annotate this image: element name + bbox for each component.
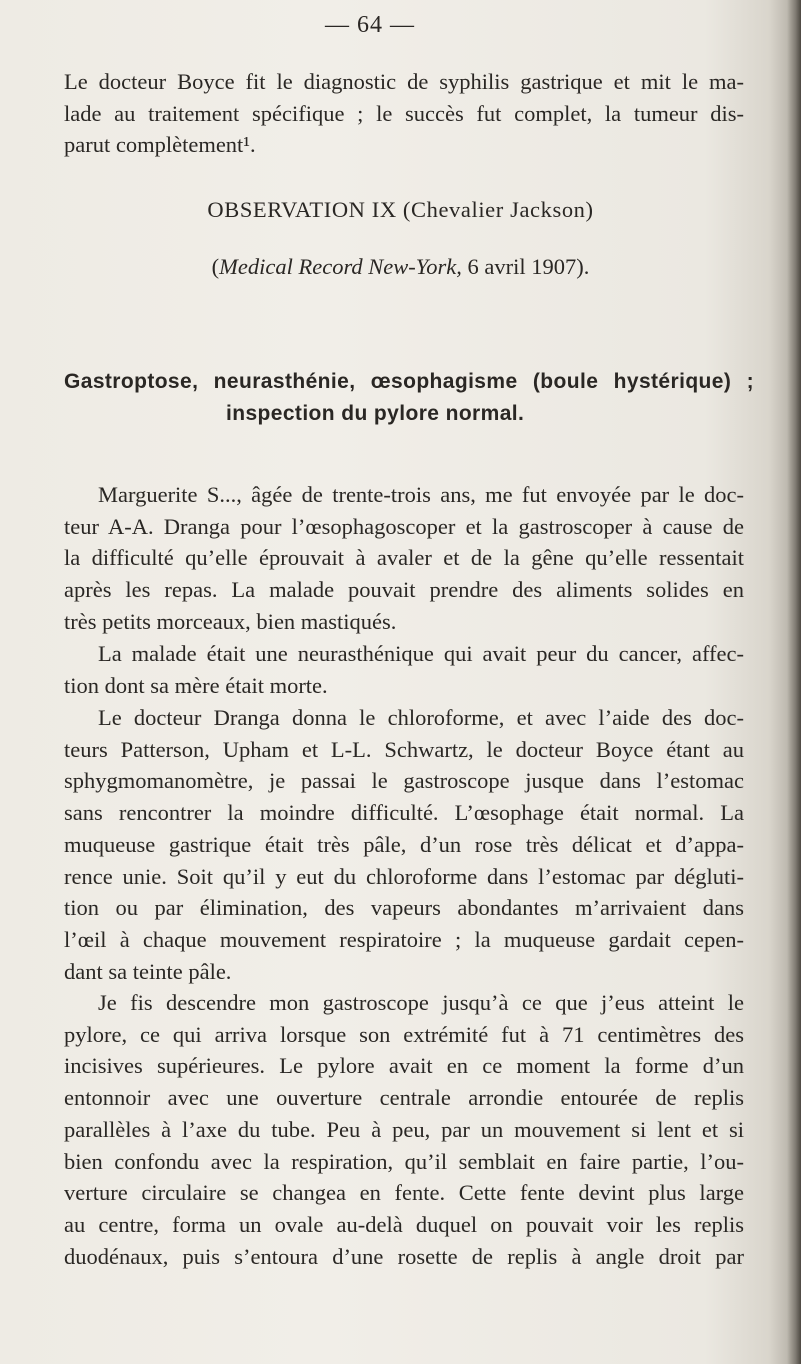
text-line: parallèles à l’axe du tube. Peu à peu, par un mouvement si lent et si [64,1116,744,1142]
text-line: tion dont sa mère était morte. [64,672,328,698]
text-line: teur A-A. Dranga pour l’œsophagoscoper et la gastroscoper à cause de [64,513,744,539]
text-line: Je fis descendre mon gastroscope jusqu’à ce que j’eus atteint le [98,990,744,1015]
intro-paragraph [64,66,744,161]
body-paragraph-4 [64,987,744,1272]
body-paragraph-1 [64,479,744,638]
text-line: incisives supérieures. Le pylore avait en ce moment la forme d’un [64,1053,744,1079]
text-line: au centre, forma un ovale au-delà duquel on pouvait voir les replis [64,1211,744,1237]
text-line: dant sa teinte pâle. [64,958,232,984]
heading-line: inspection du pylore normal. [226,402,525,425]
source-date: 6 avril 1907). [461,254,590,279]
page-number: — 64 — [325,12,415,38]
text-line: tion ou par élimination, des vapeurs abondantes m’arrivaient dans [64,895,744,921]
text-line: teurs Patterson, Upham et L-L. Schwartz, le docteur Boyce étant au [64,736,744,762]
text-line: pylore, ce qui arriva lorsque son extrémité fut à 71 centimètres des [64,1021,744,1047]
text-line: rence unie. Soit qu’il y eut du chloroforme dans l’estomac par dégluti- [64,863,744,889]
text-line: parut complètement¹. [64,132,256,158]
text-line: La malade était une neurasthénique qui avait peur du cancer, affec- [98,641,744,666]
body-paragraph-3 [64,702,744,987]
text-line: lade au traitement spécifique ; le succès fut complet, la tumeur dis- [64,100,744,126]
text-line: Le docteur Boyce fit le diagnostic de syphilis gastrique et mit le ma- [64,69,744,94]
text-line: Marguerite S..., âgée de trente-trois ans, me fut envoyée par le doc- [98,482,744,507]
observation-title: OBSERVATION IX (Chevalier Jackson) [207,197,594,222]
text-line: muqueuse gastrique était très pâle, d’un rose très délicat et d’appa- [64,831,744,857]
text-line: bien confondu avec la respiration, qu’il semblait en faire partie, l’ou- [64,1148,744,1174]
text-line: Le docteur Dranga donna le chloroforme, et avec l’aide des doc- [98,705,744,730]
text-line: après les repas. La malade pouvait prendre des aliments solides en [64,577,744,603]
source-journal: Medical Record New-York, [219,254,462,279]
text-line: sphygmomanomètre, je passai le gastroscope jusque dans l’estomac [64,768,744,794]
body-paragraph-2 [64,638,744,701]
text-line: la difficulté qu’elle éprouvait à avaler et de la gêne qu’elle ressentait [64,545,744,571]
text-line: sans rencontrer la moindre difficulté. L’œsophage était normal. La [64,800,744,826]
text-line: l’œil à chaque mouvement respiratoire ; la muqueuse gardait cepen- [64,926,744,952]
heading-line: Gastroptose, neurasthénie, œsophagisme (boule hystérique) ; [64,370,754,393]
text-line: verture circulaire se changea en fente. Cette fente devint plus large [64,1180,744,1206]
text-line: très petits morceaux, bien mastiqués. [64,608,397,634]
source-open-paren: ( [211,254,220,279]
observation-heading [64,366,754,430]
text-line: entonnoir avec une ouverture centrale arrondie entourée de replis [64,1085,744,1111]
observation-source [0,254,801,280]
text-line: duodénaux, puis s’entoura d’une rosette de replis à angle droit par [64,1243,744,1269]
